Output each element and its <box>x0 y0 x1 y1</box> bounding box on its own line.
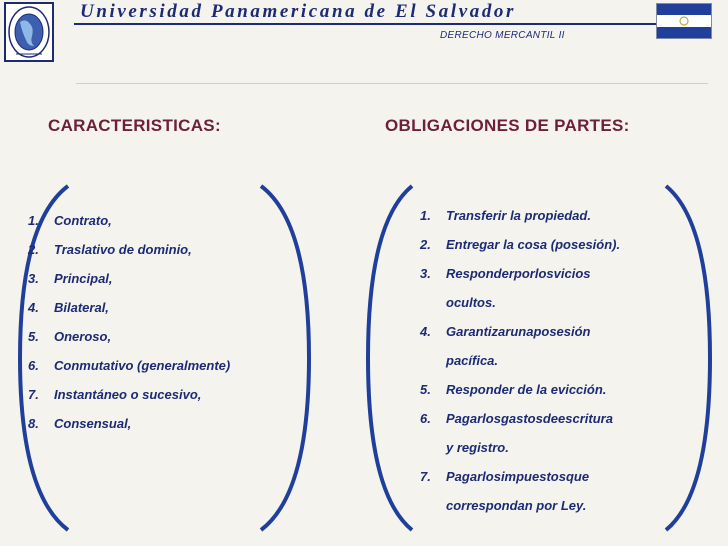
word: vicios <box>553 266 591 281</box>
obligations-heading: OBLIGACIONES DE PARTES: <box>385 116 630 135</box>
word: Garantizar <box>446 324 511 339</box>
list-item: 5. Responder de la evicción. <box>420 382 607 397</box>
word: Pagar <box>446 411 483 426</box>
word: los <box>534 266 554 281</box>
header-underline <box>74 23 660 25</box>
list-item: 2. Entregar la cosa (posesión). <box>420 237 621 252</box>
list-item: 5. Oneroso, <box>28 329 112 344</box>
word: impuestos <box>500 469 566 484</box>
el-salvador-flag-icon <box>656 3 712 39</box>
characteristics-heading: CARACTERISTICAS: <box>48 116 221 135</box>
list-item: 1. Contrato, <box>28 213 112 228</box>
word: posesión <box>533 324 591 339</box>
word: escritura <box>558 411 613 426</box>
word: Responder <box>446 266 514 281</box>
obligations-list <box>420 201 686 520</box>
list-item: 6. Conmutativo (generalmente) <box>28 358 231 373</box>
list-item: 4. Garantizarunaposesión pacífica. <box>420 324 591 368</box>
list-item: 6. Pagarlosgastosdeescritura y registro. <box>420 411 613 455</box>
word: una <box>510 324 534 339</box>
university-seal-logo <box>4 2 54 62</box>
word: Pagar <box>446 469 483 484</box>
right-open-bracket <box>362 182 418 534</box>
word: que <box>565 469 590 484</box>
list-item: 7. Pagarlosimpuestosque correspondan por Ley. <box>420 469 590 513</box>
list-item: 4. Bilateral, <box>28 300 109 315</box>
course-name: DERECHO MERCANTIL II <box>440 30 565 41</box>
characteristics-list <box>28 213 298 445</box>
list-item: 7. Instantáneo o sucesivo, <box>28 387 202 402</box>
word: gastos <box>500 411 543 426</box>
word: por <box>513 266 535 281</box>
list-item: 1. Transferir la propiedad. <box>420 208 591 223</box>
header-divider <box>76 83 708 84</box>
list-item: 8. Consensual, <box>28 416 132 431</box>
list-item: 2. Traslativo de dominio, <box>28 242 192 257</box>
list-item: 3. Principal, <box>28 271 113 286</box>
word: de <box>542 411 559 426</box>
university-title: Universidad Panamericana de El Salvador <box>80 1 517 22</box>
word: los <box>482 469 501 484</box>
word: los <box>482 411 501 426</box>
list-item: 3. Responderporlosvicios ocultos. <box>420 266 591 310</box>
